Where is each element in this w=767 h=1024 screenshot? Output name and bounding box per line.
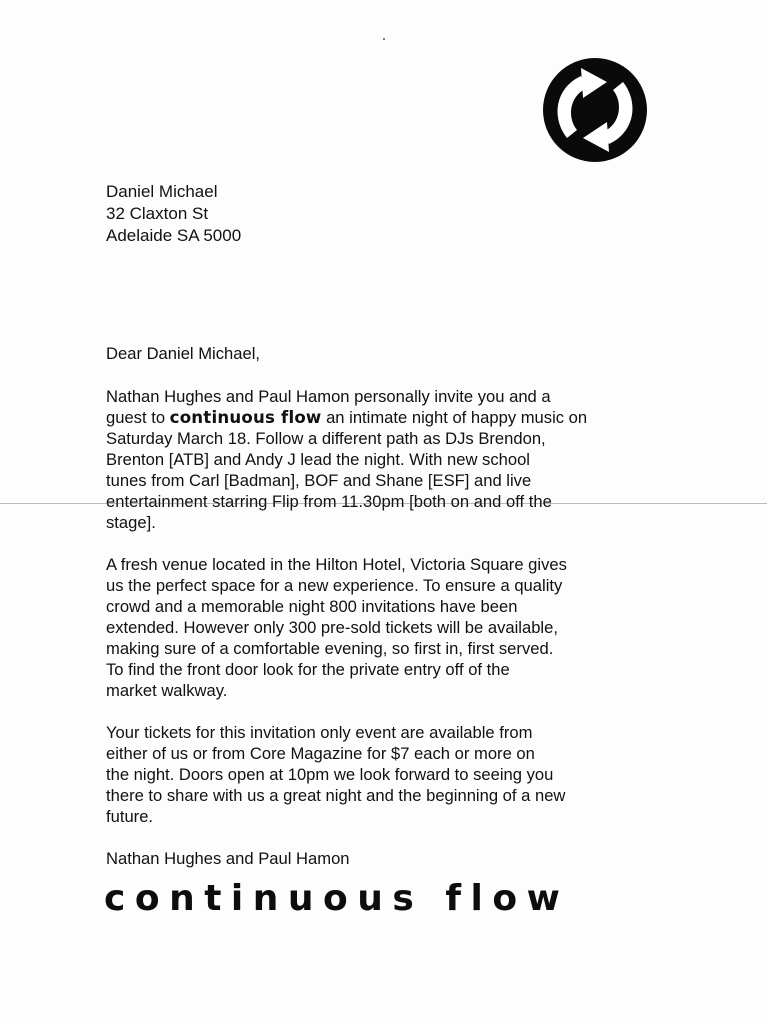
recycle-green-dot-icon <box>537 52 653 168</box>
footer-brand-logotype: continuous flow <box>104 878 570 919</box>
text-line: making sure of a comfortable evening, so first in, first served. <box>106 639 554 658</box>
text-line <box>106 407 666 428</box>
letter-body <box>106 343 666 869</box>
text-line: stage]. <box>106 513 156 532</box>
text-line: future. <box>106 807 154 826</box>
text-line: Saturday March 18. Follow a different path as DJs Brendon, <box>106 429 546 448</box>
text-fragment: an intimate night of happy music on <box>321 408 588 427</box>
text-line: us the perfect space for a new experience. To ensure a quality <box>106 576 563 595</box>
text-line: A fresh venue located in the Hilton Hotel, Victoria Square gives <box>106 555 567 574</box>
text-line: Nathan Hughes and Paul Hamon personally invite you and a <box>106 387 551 406</box>
paragraph-venue <box>106 554 666 701</box>
recipient-address <box>106 181 241 247</box>
text-line: tunes from Carl [Badman], BOF and Shane [ESF] and live <box>106 471 532 490</box>
text-line: crowd and a memorable night 800 invitations have been <box>106 597 518 616</box>
text-line: To find the front door look for the private entry off of the <box>106 660 510 679</box>
paragraph-tickets <box>106 722 666 827</box>
scan-speck <box>383 38 385 40</box>
recipient-name: Daniel Michael <box>106 182 218 201</box>
signoff: Nathan Hughes and Paul Hamon <box>106 849 350 868</box>
text-line: there to share with us a great night and the beginning of a new <box>106 786 566 805</box>
text-line: either of us or from Core Magazine for $7 each or more on <box>106 744 535 763</box>
text-line: Your tickets for this invitation only event are available from <box>106 723 533 742</box>
text-line: market walkway. <box>106 681 228 700</box>
text-line: extended. However only 300 pre-sold tickets will be available, <box>106 618 558 637</box>
recipient-street: 32 Claxton St <box>106 204 209 223</box>
paragraph-invitation <box>106 386 666 533</box>
text-line: the night. Doors open at 10pm we look forward to seeing you <box>106 765 554 784</box>
text-line: entertainment starring Flip from 11.30pm [both on and off the <box>106 492 552 511</box>
inline-brand-name: continuous flow <box>169 408 322 427</box>
text-fragment: guest to <box>106 408 170 427</box>
salutation: Dear Daniel Michael, <box>106 344 261 363</box>
fold-crease <box>0 503 767 504</box>
text-line: Brenton [ATB] and Andy J lead the night. With new school <box>106 450 530 469</box>
recipient-city: Adelaide SA 5000 <box>106 226 242 245</box>
